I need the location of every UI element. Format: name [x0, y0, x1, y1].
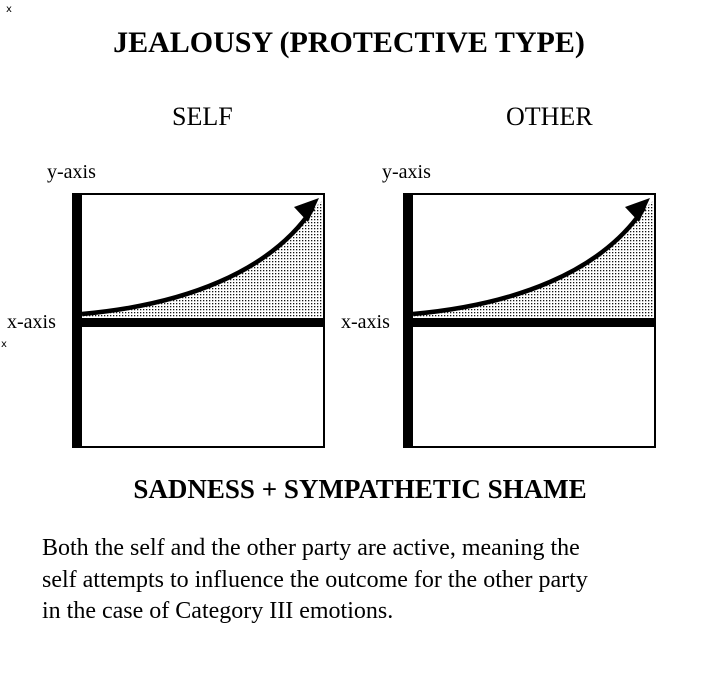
panel-heading-self: SELF [172, 102, 233, 131]
figure-description [42, 533, 672, 628]
plot-box-self [72, 193, 325, 448]
broken-image-icon: x [1, 339, 7, 350]
panel-heading-other: OTHER [506, 102, 593, 131]
x-axis-label-self: x-axis [7, 311, 56, 333]
plot-canvas-other [405, 195, 654, 446]
broken-image-icon: x [6, 4, 12, 15]
x-axis-label-other: x-axis [341, 311, 390, 333]
y-axis-label-other: y-axis [382, 161, 431, 183]
x-axis-bar [405, 318, 654, 327]
y-axis-label-self: y-axis [47, 161, 96, 183]
description-line: Both the self and the other party are active, meaning the [42, 535, 580, 561]
plot-box-other [403, 193, 656, 448]
plot-canvas-self [74, 195, 323, 446]
description-line: self attempts to influence the outcome for the other party [42, 566, 588, 593]
shaded-region [82, 200, 323, 318]
shaded-region [413, 200, 654, 318]
figure-caption: SADNESS + SYMPATHETIC SHAME [133, 474, 587, 504]
description-line: in the case of Category III emotions. [42, 598, 394, 624]
x-axis-bar [74, 318, 323, 327]
figure-title: JEALOUSY (PROTECTIVE TYPE) [113, 26, 585, 59]
